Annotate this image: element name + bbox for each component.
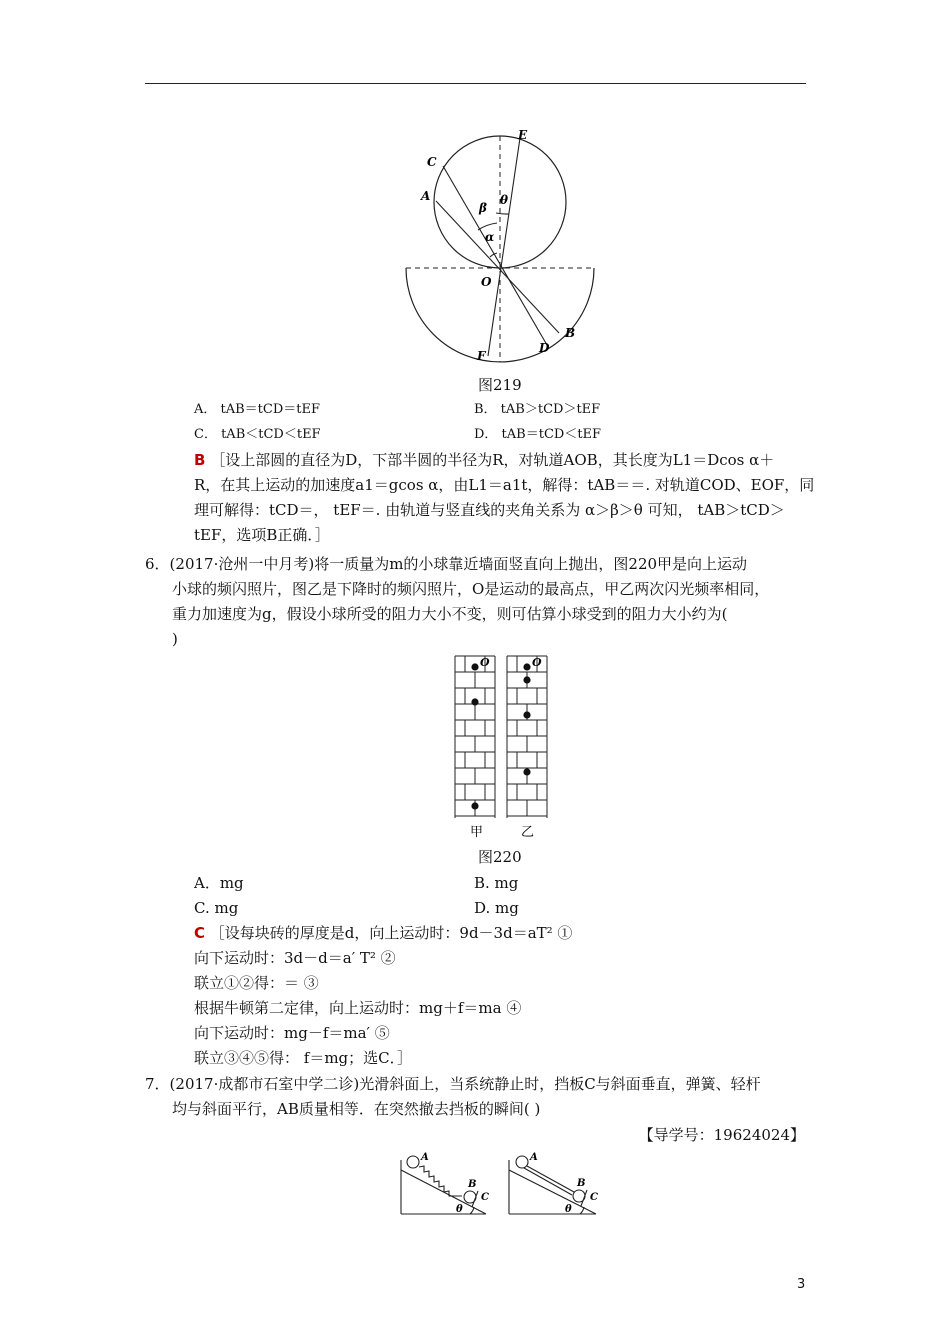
- q6-answer: C: [194, 924, 206, 942]
- label-E: E: [518, 128, 528, 142]
- q5-solution-text-1: ［设上部圆的直径为D，下部半圆的半径为R，对轨道AOB，其长度为L1＝Dcos α＋: [210, 451, 775, 469]
- label-alpha: α: [485, 230, 495, 244]
- figure-220: [450, 652, 554, 842]
- figure-219-caption: 图219: [478, 376, 522, 394]
- q6-solution-line-1: [194, 922, 572, 944]
- header-rule: [145, 83, 806, 84]
- q7-left-label-C: C: [481, 1192, 489, 1203]
- q5-option-c: C． tAB＜tCD＜tEF: [194, 427, 321, 442]
- figure-220-caption: 图220: [478, 848, 522, 866]
- q7-left-label-theta: θ: [456, 1204, 463, 1215]
- q7-right-label-theta: θ: [565, 1204, 572, 1215]
- q7-left-label-B: B: [468, 1179, 477, 1190]
- q5-solution-line-3: 理可解得：tCD＝， tEF＝. 由轨道与竖直线的夹角关系为 α＞β＞θ 可知， tAB＞tCD＞: [194, 501, 785, 519]
- label-C: C: [427, 155, 437, 169]
- label-beta: β: [479, 201, 487, 215]
- q5-option-a: A． tAB＝tCD＝tEF: [194, 402, 321, 417]
- figure-219: [395, 122, 605, 370]
- q7-stem-line-1: 7．(2017·成都市石室中学二诊)光滑斜面上，当系统静止时，挡板C与斜面垂直，弹簧、轻杆: [145, 1075, 761, 1093]
- q7-right-label-A: A: [530, 1152, 538, 1163]
- q7-stem-line-2: 均与斜面平行，AB质量相等．在突然撤去挡板的瞬间( ): [172, 1100, 541, 1118]
- label-O: O: [481, 275, 492, 289]
- q6-stem-line-1: 6．(2017·沧州一中月考)将一质量为m的小球靠近墙面竖直向上抛出，图220甲是向上运动: [145, 555, 748, 573]
- q6-stem-line-4: ): [172, 630, 178, 648]
- q6-solution-line-2: 向下运动时：3d－d＝a′ T² ②: [194, 949, 396, 967]
- q5-solution-line-4: tEF，选项B正确．］: [194, 526, 330, 544]
- q6-stem-line-3: 重力加速度为g，假设小球所受的阻力大小不变，则可估算小球受到的阻力大小约为(: [172, 605, 728, 623]
- label-D: D: [539, 341, 550, 355]
- q5-option-d: D． tAB＝tCD＜tEF: [474, 427, 602, 442]
- q6-option-a: A．mg: [194, 874, 244, 892]
- q7-right-label-C: C: [590, 1192, 598, 1203]
- q6-option-c: C. mg: [194, 899, 239, 917]
- q6-solution-line-4: 根据牛顿第二定律，向上运动时：mg＋f＝ma ④: [194, 999, 522, 1017]
- wall-jia-label-O: O: [480, 656, 490, 669]
- q6-stem-line-2: 小球的频闪照片，图乙是下降时的频闪照片，O是运动的最高点，甲乙两次闪光频率相同，: [172, 580, 770, 598]
- q5-answer: B: [194, 451, 206, 469]
- q6-solution-text-1: ［设每块砖的厚度是d，向上运动时：9d－3d＝aT² ①: [209, 924, 573, 942]
- label-B: B: [565, 326, 576, 340]
- figure-q7-inclines: [394, 1150, 600, 1220]
- page-number: 3: [797, 1277, 806, 1292]
- wall-yi-label-O: O: [532, 656, 542, 669]
- q6-option-b: B. mg: [474, 874, 519, 892]
- wall-jia-label: 甲: [470, 825, 484, 840]
- label-theta: θ: [500, 193, 509, 207]
- q5-option-b: B． tAB＞tCD＞tEF: [474, 402, 601, 417]
- q6-solution-line-3: 联立①②得：＝ ③: [194, 974, 319, 992]
- q6-solution-line-5: 向下运动时：mg－f＝ma′ ⑤: [194, 1024, 390, 1042]
- wall-yi-label: 乙: [521, 825, 535, 840]
- q6-solution-line-6: 联立③④⑤得： f＝mg；选C．］: [194, 1049, 413, 1067]
- q6-option-d: D. mg: [474, 899, 519, 917]
- label-F: F: [477, 349, 486, 363]
- q7-right-label-B: B: [577, 1178, 586, 1189]
- q5-solution-line-1: [194, 449, 774, 471]
- label-A: A: [421, 189, 431, 203]
- q5-solution-line-2: R，在其上运动的加速度a1＝gcos α，由L1＝a1t，解得：tAB＝＝. 对轨道COD、EOF，同: [194, 476, 815, 494]
- q7-left-label-A: A: [421, 1152, 429, 1163]
- q7-guide-number: 【导学号：19624024】: [638, 1126, 805, 1144]
